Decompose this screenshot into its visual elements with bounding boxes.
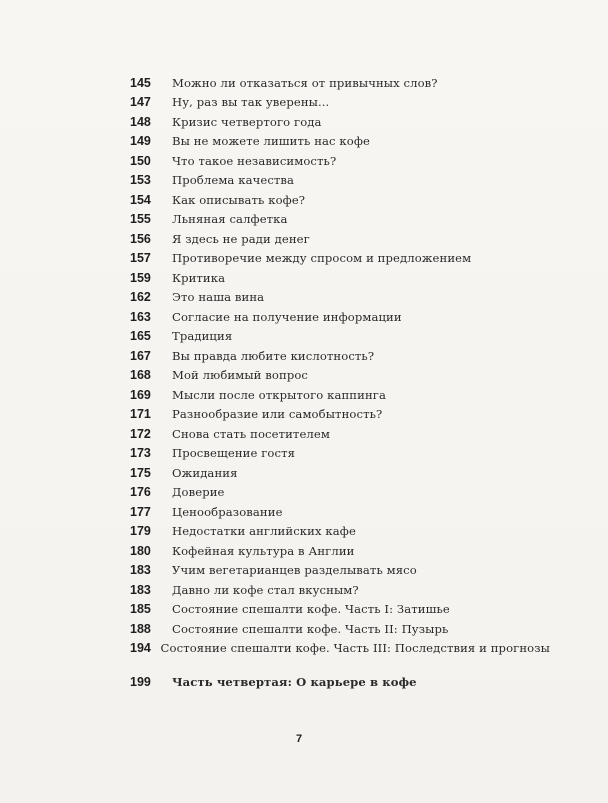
toc-page-number: 159 [130, 270, 151, 285]
toc-entry [130, 483, 550, 502]
toc-entry [130, 580, 550, 599]
toc-page-number: 176 [130, 485, 151, 499]
toc-page-number: 169 [130, 387, 151, 402]
toc-title: Согласие на получение информации [172, 309, 402, 324]
toc-page-number: 163 [130, 309, 151, 324]
toc-entry [130, 463, 550, 482]
toc-page-number: 175 [130, 465, 151, 480]
toc-entry [130, 424, 550, 443]
toc-entry [130, 73, 550, 92]
toc-title: Традиция [172, 329, 233, 343]
toc-entry [130, 268, 550, 287]
toc-title: Что такое независимость? [172, 153, 337, 168]
toc-page-number: 145 [130, 75, 151, 90]
toc-entry [130, 444, 550, 463]
toc-entry [130, 171, 550, 190]
toc-entry [130, 112, 550, 131]
toc-page-number: 177 [130, 504, 151, 519]
toc-entry [130, 502, 550, 521]
toc-entry [130, 561, 550, 580]
toc-title: Можно ли отказаться от привычных слов? [172, 75, 438, 90]
toc-page-number: 183 [130, 563, 151, 577]
toc-page-number: 171 [130, 407, 151, 421]
toc-title: Вы правда любите кислотность? [172, 348, 375, 363]
toc-title: Разнообразие или самобытность? [172, 407, 383, 421]
toc-page-number: 150 [130, 153, 151, 168]
toc-title: Вы не можете лишить нас кофе [172, 134, 370, 148]
toc-title: Давно ли кофе стал вкусным? [172, 582, 359, 597]
toc-page-number: 153 [130, 173, 151, 187]
toc-part-heading [130, 672, 550, 691]
toc-entry [130, 288, 550, 307]
toc-page-number: 149 [130, 134, 151, 148]
toc-page-number: 157 [130, 251, 151, 265]
toc-entry [130, 327, 550, 346]
toc-entry [130, 229, 550, 248]
toc-title: Состояние спешалти кофе. Часть III: Последствия и прогнозы [160, 641, 550, 655]
toc-entry [130, 249, 550, 268]
toc-entry [130, 405, 550, 424]
toc-page-number: 148 [130, 114, 151, 129]
toc-title: Льняная салфетка [172, 212, 288, 226]
toc-page-number: 180 [130, 543, 151, 558]
toc-entry [130, 93, 550, 112]
toc-title: Мысли после открытого каппинга [172, 387, 386, 402]
toc-title: Проблема качества [172, 173, 295, 187]
toc-entry [130, 619, 550, 638]
toc-entry [130, 190, 550, 209]
toc-page-number: 188 [130, 621, 151, 636]
toc-part-title: Часть четвертая: О карьере в кофе [172, 674, 417, 689]
toc-title: Ну, раз вы так уверены... [172, 95, 330, 109]
toc-title: Мой любимый вопрос [172, 368, 309, 382]
toc-entry [130, 522, 550, 541]
toc-page-number: 168 [130, 368, 151, 382]
toc-entry [130, 210, 550, 229]
toc-page-number: 167 [130, 348, 151, 363]
toc-page-number: 199 [130, 674, 151, 689]
toc-entry [130, 600, 550, 619]
toc-title: Ожидания [172, 465, 238, 480]
toc-entry [130, 307, 550, 326]
toc-entry [130, 366, 550, 385]
toc-page-number: 173 [130, 446, 151, 460]
toc-title: Критика [172, 270, 226, 285]
toc-title: Я здесь не ради денег [172, 231, 310, 246]
toc-title: Противоречие между спросом и предложением [172, 251, 472, 265]
toc-entry [130, 132, 550, 151]
toc-title: Это наша вина [172, 290, 265, 304]
toc-entry [130, 346, 550, 365]
toc-page-number: 155 [130, 212, 151, 226]
toc-page-number: 194 [130, 641, 151, 655]
toc-page-number: 183 [130, 582, 151, 597]
toc-title: Недостатки английских кафе [172, 524, 356, 538]
toc-page-number: 165 [130, 329, 151, 343]
toc-title: Как описывать кофе? [172, 192, 306, 207]
toc-title: Просвещение гостя [172, 446, 296, 460]
toc-title: Доверие [172, 485, 225, 499]
toc-entry [130, 151, 550, 170]
toc-title: Состояние спешалти кофе. Часть I: Затишье [172, 602, 450, 616]
toc-page-number: 179 [130, 524, 151, 538]
toc-page-number: 185 [130, 602, 151, 616]
toc-title: Кофейная культура в Англии [172, 543, 355, 558]
toc-title: Снова стать посетителем [172, 426, 330, 441]
toc-page-number: 156 [130, 231, 151, 246]
toc-page-number: 147 [130, 95, 151, 109]
toc-title: Состояние спешалти кофе. Часть II: Пузырь [172, 621, 449, 636]
toc-entry [130, 541, 550, 560]
toc-title: Кризис четвертого года [172, 114, 322, 129]
page-number: 7 [296, 733, 303, 745]
toc-page-number: 154 [130, 192, 151, 207]
toc-entry [130, 385, 550, 404]
toc-title: Ценообразование [172, 504, 283, 519]
toc-page-number: 162 [130, 290, 151, 304]
toc-title: Учим вегетарианцев разделывать мясо [172, 563, 417, 577]
toc-page-number: 172 [130, 426, 151, 441]
toc-entry [130, 639, 550, 658]
